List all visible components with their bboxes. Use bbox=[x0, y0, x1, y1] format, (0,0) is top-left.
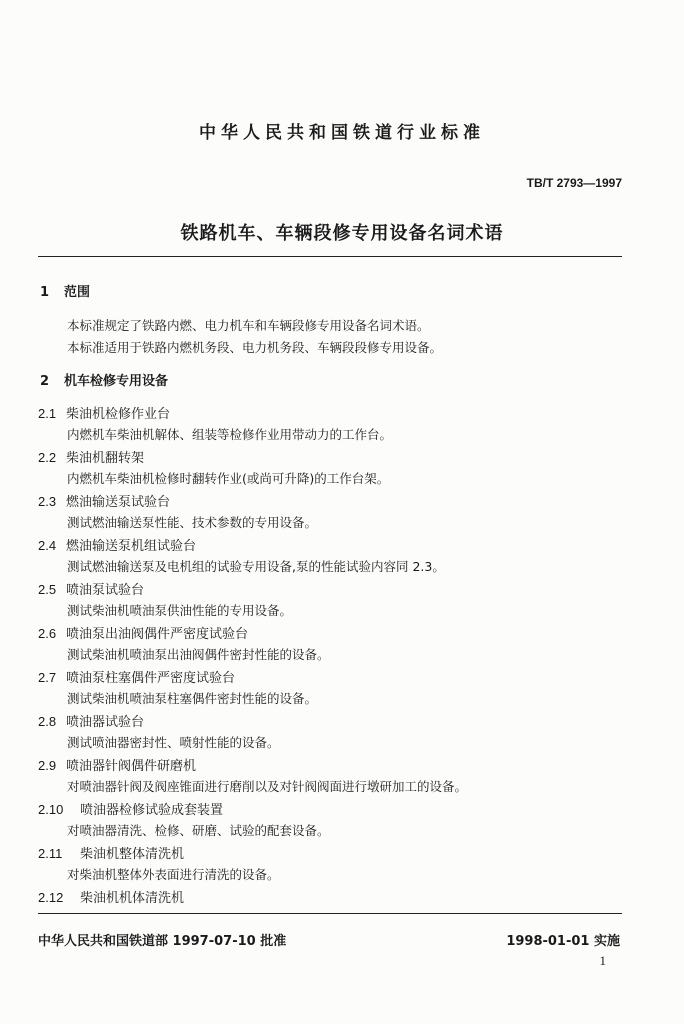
section-title: 机车检修专用设备 bbox=[64, 374, 169, 389]
term-definition: 测试燃油输送泵及电机组的试验专用设备,泵的性能试验内容同 2.3。 bbox=[67, 559, 445, 574]
page-number: 1 bbox=[599, 953, 606, 968]
term-heading bbox=[38, 799, 223, 818]
term-definition: 测试燃油输送泵性能、技术参数的专用设备。 bbox=[67, 515, 318, 530]
term-number: 2.8 bbox=[38, 714, 57, 729]
term-number: 2.1 bbox=[38, 406, 57, 421]
term-number: 2.10 bbox=[38, 802, 64, 817]
section-heading bbox=[40, 370, 168, 389]
term-heading bbox=[38, 623, 248, 642]
term-heading bbox=[38, 403, 170, 422]
term-number: 2.9 bbox=[38, 758, 57, 773]
term-name: 喷油器试验台 bbox=[66, 715, 145, 730]
term-number: 2.12 bbox=[38, 890, 64, 905]
term-definition: 测试柴油机喷油泵柱塞偶件密封性能的设备。 bbox=[67, 691, 318, 706]
section-title: 范围 bbox=[64, 285, 91, 300]
term-heading bbox=[38, 755, 196, 774]
term-heading bbox=[38, 447, 144, 466]
term-name: 喷油器检修试验成套装置 bbox=[80, 803, 224, 818]
term-name: 燃油输送泵试验台 bbox=[66, 495, 171, 510]
term-number: 2.6 bbox=[38, 626, 57, 641]
approval-statement: 中华人民共和国铁道部 1997-07-10 批准 bbox=[38, 934, 287, 949]
term-heading bbox=[38, 535, 196, 554]
term-definition: 对柴油机整体外表面进行清洗的设备。 bbox=[67, 867, 280, 882]
term-name: 喷油器针阀偶件研磨机 bbox=[66, 759, 197, 774]
section-number: 2 bbox=[40, 374, 50, 389]
term-name: 柴油机翻转架 bbox=[66, 451, 145, 466]
document-title: 铁路机车、车辆段修专用设备名词术语 bbox=[180, 223, 504, 244]
term-number: 2.11 bbox=[38, 846, 63, 861]
term-heading bbox=[38, 843, 184, 862]
term-heading bbox=[38, 711, 144, 730]
term-definition: 内燃机车柴油机解体、组装等检修作业用带动力的工作台。 bbox=[67, 427, 393, 442]
term-definition: 对喷油器清洗、检修、研磨、试验的配套设备。 bbox=[67, 823, 330, 838]
term-heading bbox=[38, 667, 235, 686]
term-name: 柴油机机体清洗机 bbox=[80, 891, 185, 906]
section-number: 1 bbox=[40, 285, 50, 300]
term-name: 喷油泵出油阀偶件严密度试验台 bbox=[66, 627, 249, 642]
standard-number: TB/T 2793—1997 bbox=[526, 176, 622, 190]
term-heading bbox=[38, 887, 184, 906]
term-heading bbox=[38, 491, 170, 510]
section-heading bbox=[40, 281, 90, 300]
term-name: 喷油泵柱塞偶件严密度试验台 bbox=[66, 671, 236, 686]
term-number: 2.2 bbox=[38, 450, 57, 465]
paragraph: 本标准适用于铁路内燃机务段、电力机务段、车辆段段修专用设备。 bbox=[67, 340, 443, 355]
issuing-organization: 中华人民共和国铁道行业标准 bbox=[199, 123, 485, 143]
term-number: 2.4 bbox=[38, 538, 57, 553]
paragraph: 本标准规定了铁路内燃、电力机车和车辆段修专用设备名词术语。 bbox=[67, 318, 430, 333]
term-definition: 测试喷油器密封性、喷射性能的设备。 bbox=[67, 735, 280, 750]
term-name: 燃油输送泵机组试验台 bbox=[66, 539, 197, 554]
term-number: 2.5 bbox=[38, 582, 57, 597]
effective-date: 1998-01-01 实施 bbox=[506, 934, 620, 949]
term-number: 2.3 bbox=[38, 494, 57, 509]
term-name: 柴油机检修作业台 bbox=[66, 407, 171, 422]
term-name: 喷油泵试验台 bbox=[66, 583, 145, 598]
term-number: 2.7 bbox=[38, 670, 57, 685]
term-definition: 对喷油器针阀及阀座锥面进行磨削以及对针阀阀面进行墩研加工的设备。 bbox=[67, 779, 468, 794]
term-definition: 内燃机车柴油机检修时翻转作业(或尚可升降)的工作台架。 bbox=[67, 471, 390, 486]
term-name: 柴油机整体清洗机 bbox=[80, 847, 185, 862]
term-definition: 测试柴油机喷油泵供油性能的专用设备。 bbox=[67, 603, 293, 618]
term-definition: 测试柴油机喷油泵出油阀偶件密封性能的设备。 bbox=[67, 647, 330, 662]
term-heading bbox=[38, 579, 144, 598]
footer-divider bbox=[38, 913, 622, 914]
header-divider bbox=[38, 256, 622, 257]
